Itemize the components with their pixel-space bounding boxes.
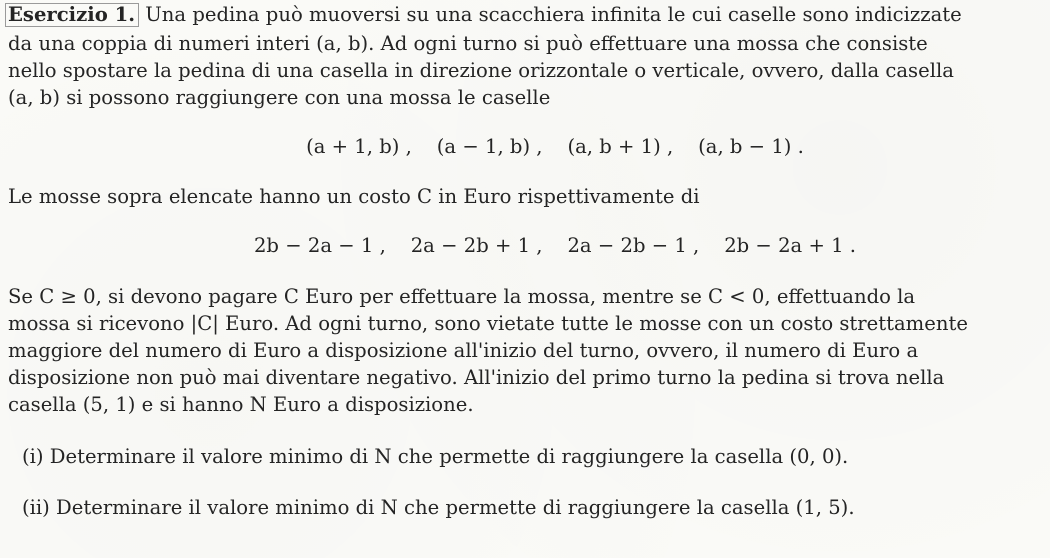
intro-paragraph [8,2,1038,27]
intro-line-1: Una pedina può muoversi su una scacchiera infinita le cui caselle sono indicizzate [139,3,962,26]
intro-line-2-row [8,31,1038,56]
rules-line-1: Se C ≥ 0, si devono pagare C Euro per effettuare la mossa, mentre se C < 0, effettuando la [8,285,916,308]
cost-formula: 2b − 2a − 1 , 2a − 2b + 1 , 2a − 2b − 1 , 2b − 2a + 1 . [253,234,857,257]
intro-line-3: nello spostare la pedina di una casella in direzione orizzontale o verticale, ovvero, dalla casella [8,59,954,82]
rules-line-2: mossa si ricevono |C| Euro. Ad ogni turno, sono vietate tutte le mosse con un costo strettamente [8,312,968,335]
rules-line-4: disposizione non può mai diventare negativo. All'inizio del primo turno la pedina si trova nella [8,366,945,389]
intro-line-4-row [8,85,1038,110]
intro-line-2: da una coppia di numeri interi (a, b). Ad ogni turno si può effettuare una mossa che consiste [8,32,928,55]
moves-formula: (a + 1, b) , (a − 1, b) , (a, b + 1) , (a, b − 1) . [306,135,804,158]
intro-line-3-row [8,58,1038,83]
question-i: (i) Determinare il valore minimo di N che permette di raggiungere la casella (0, 0). [22,445,849,468]
rules-line-5: casella (5, 1) e si hanno N Euro a disposizione. [8,393,474,416]
question-ii: (ii) Determinare il valore minimo di N che permette di raggiungere la casella (1, 5). [22,496,855,519]
rules-line-3: maggiore del numero di Euro a disposizione all'inizio del turno, ovvero, il numero di Euro a [8,339,919,362]
cost-intro: Le mosse sopra elencate hanno un costo C in Euro rispettivamente di [8,185,700,208]
exercise-heading: Esercizio 1. [5,3,139,27]
intro-line-4: (a, b) si possono raggiungere con una mossa le caselle [8,86,551,109]
